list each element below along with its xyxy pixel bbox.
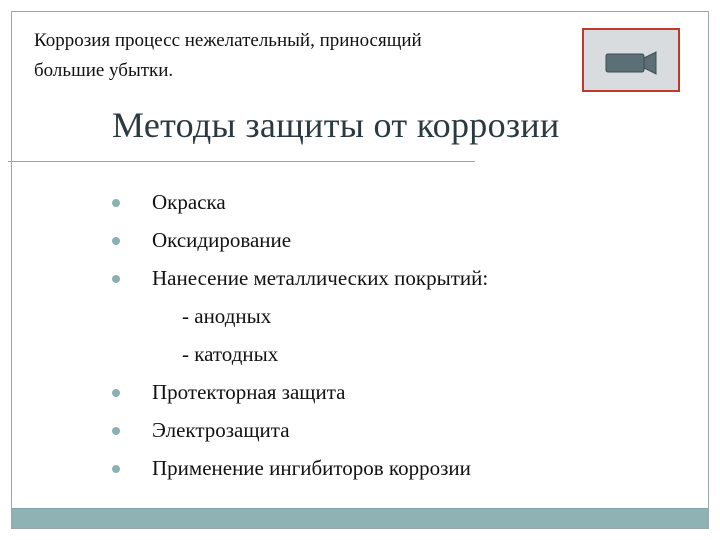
list-item-label: Протекторная защита (152, 380, 346, 404)
title-divider (8, 161, 475, 162)
list-subitem-label: - катодных (182, 342, 279, 366)
list-item-label: Электрозащита (152, 418, 290, 442)
list-subitem-label: - анодных (182, 304, 272, 328)
video-camera-icon (584, 30, 678, 90)
video-button[interactable] (582, 28, 680, 92)
intro-note-line-2: большие убытки. (34, 60, 174, 81)
intro-note-line-1: Коррозия процесс нежелательный, приносящий (34, 30, 422, 51)
bullet-icon (112, 199, 120, 207)
bullet-icon (112, 427, 120, 435)
list-item-label: Применение ингибиторов коррозии (152, 456, 471, 480)
bullet-icon (112, 465, 120, 473)
intro-note (34, 26, 574, 86)
slide (11, 11, 709, 529)
bullet-icon (112, 275, 120, 283)
footer-bar (12, 508, 708, 528)
list-item-label: Оксидирование (152, 228, 292, 252)
bullet-icon (112, 389, 120, 397)
list-item-label: Нанесение металлических покрытий: (152, 266, 489, 290)
list-item-label: Окраска (152, 190, 226, 214)
bullet-icon (112, 237, 120, 245)
slide-title: Методы защиты от коррозии (112, 105, 560, 145)
